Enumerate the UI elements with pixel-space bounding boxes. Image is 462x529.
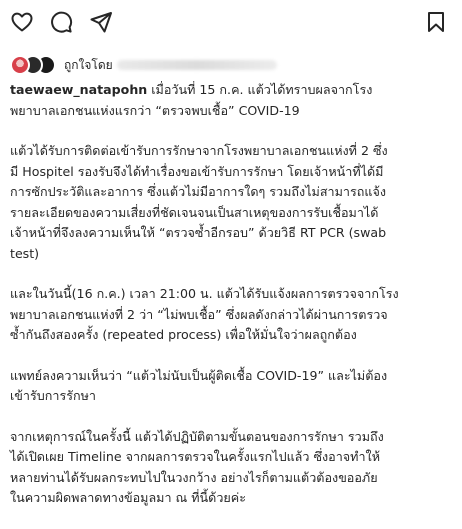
caption-line: เข้ารับการรักษา bbox=[10, 388, 96, 403]
caption-paragraph bbox=[10, 366, 456, 407]
post-action-bar bbox=[0, 0, 462, 44]
post-caption bbox=[10, 80, 456, 529]
caption-paragraph bbox=[10, 284, 456, 346]
caption-line: หลายท่านได้รับผลกระทบไปในวงกว้าง อย่างไรก็ตามแต้วต้องขออภัย bbox=[10, 469, 378, 485]
caption-line: การซักประวัติและอาการ ซึ่งแต้วไม่มีอาการใดๆ รวมถึงไม่สามารถแจ้ง bbox=[10, 184, 387, 199]
send-icon[interactable] bbox=[89, 10, 113, 34]
liked-by-label: ถูกใจโดย bbox=[64, 57, 113, 72]
caption-line: ได้เปิดเผย Timeline จากผลการตรวจในครั้งแรกไปแล้ว ซึ่งอาจทำให้ bbox=[10, 449, 381, 464]
liked-by-text[interactable] bbox=[64, 56, 277, 75]
caption-line: มี Hospitel รองรับจึงได้ทำเรื่องขอเข้ารับการรักษา โดยเจ้าหน้าที่ได้มี bbox=[10, 163, 384, 179]
caption-paragraph bbox=[10, 80, 456, 121]
username-link[interactable]: taewaew_natapohn bbox=[10, 82, 148, 97]
caption-line: จากเหตุการณ์ในครั้งนี้ แต้วได้ปฏิบัติตามขั้นตอนของการรักษา รวมถึง bbox=[10, 428, 384, 444]
caption-line: เจ้าหน้าที่จึงลงความเห็นให้ “ตรวจซ้ำอีกรอบ” ด้วยวิธี RT PCR (swab bbox=[10, 225, 387, 240]
caption-paragraph bbox=[10, 427, 456, 509]
avatar[interactable] bbox=[10, 55, 30, 75]
liked-by-row[interactable] bbox=[10, 52, 450, 78]
comment-icon[interactable] bbox=[49, 10, 73, 34]
caption-line bbox=[10, 80, 456, 101]
bookmark-icon[interactable] bbox=[424, 10, 448, 34]
caption-line: รายละเอียดของความเสี่ยงที่ชัดเจนจนเป็นสาเหตุของการรับเชื้อมาได้ bbox=[10, 204, 379, 220]
caption-text: เมื่อวันที่ 15 ก.ค. แต้วได้ทราบผลจากโรง bbox=[147, 82, 373, 97]
blurred-like-count bbox=[117, 60, 277, 70]
caption-line: พยาบาลเอกชนแห่งที่ 2 ว่า “ไม่พบเชื้อ” ซึ่งผลดังกล่าวได้ผ่านการตรวจ bbox=[10, 306, 388, 322]
caption-line: แต้วได้รับการติดต่อเข้ารับการรักษาจากโรงพยาบาลเอกชนแห่งที่ 2 ซึ่ง bbox=[10, 143, 388, 158]
caption-paragraph bbox=[10, 141, 456, 264]
caption-line: พยาบาลเอกชนแห่งแรกว่า “ตรวจพบเชื้อ” COVID-19 bbox=[10, 102, 300, 118]
caption-line: test) bbox=[10, 245, 40, 261]
heart-icon[interactable] bbox=[10, 10, 34, 34]
caption-line: ซ้ำกันถึงสองครั้ง (repeated process) เพื่อให้มั่นใจว่าผลถูกต้อง bbox=[10, 327, 357, 342]
caption-line: และในวันนี้(16 ก.ค.) เวลา 21:00 น. แต้วได้รับแจ้งผลการตรวจจากโรง bbox=[10, 286, 399, 301]
caption-line: แพทย์ลงความเห็นว่า “แต้วไม่นับเป็นผู้ติดเชื้อ COVID-19” และไม่ต้อง bbox=[10, 367, 388, 383]
caption-line: ในความผิดพลาดทางข้อมูลมา ณ ที่นี้ด้วยค่ะ bbox=[10, 490, 246, 505]
